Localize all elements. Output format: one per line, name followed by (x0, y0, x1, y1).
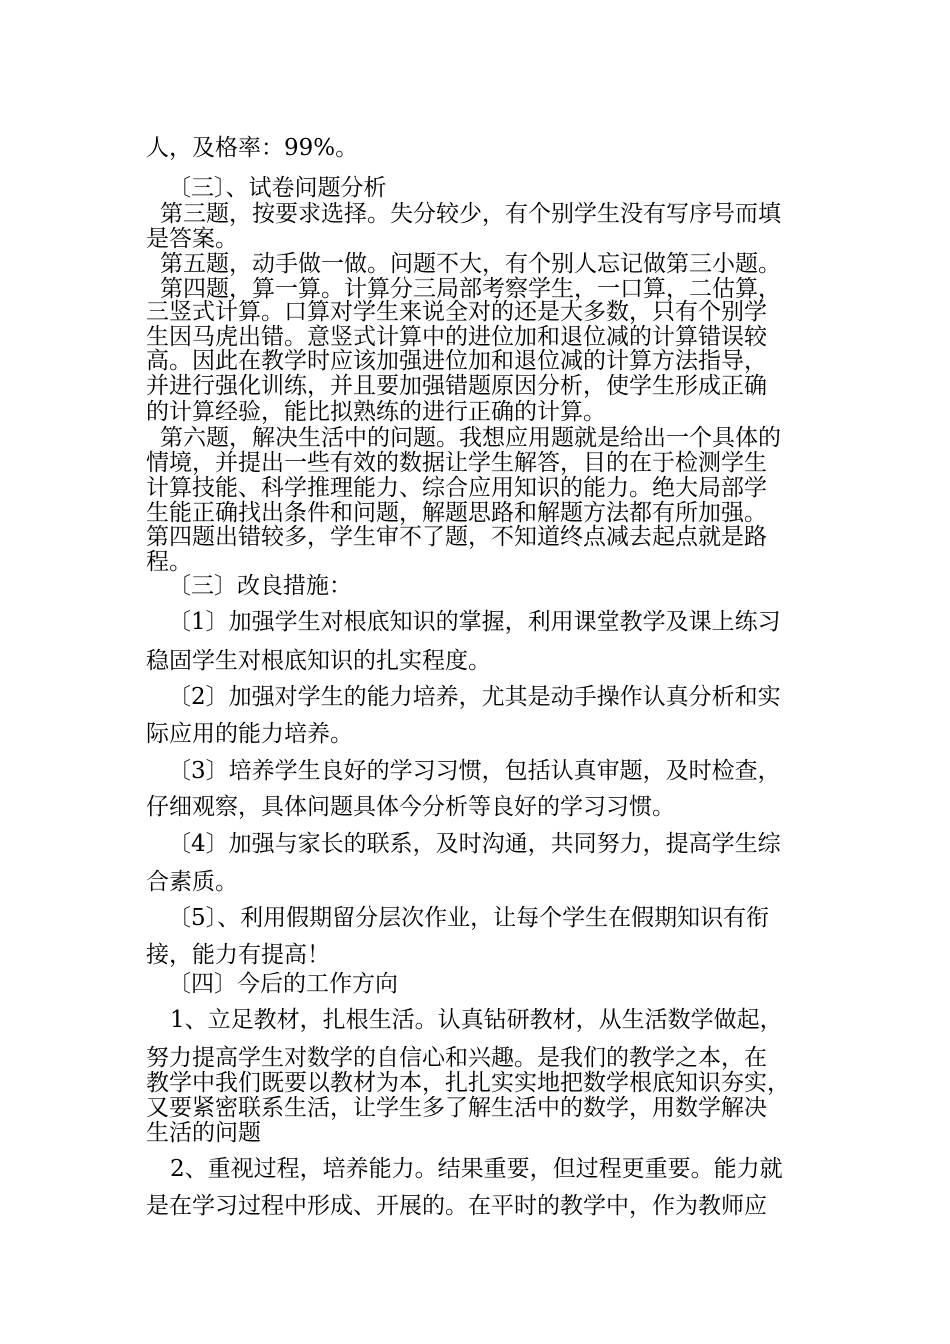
text-line: 第四题，算一算。计算分三局部考察学生，一口算，二估算， (160, 276, 781, 302)
text-line: 〔1〕加强学生对根底知识的掌握，利用课堂教学及课上练习 (168, 609, 781, 635)
text-line: 仔细观察，具体问题具体今分析等良好的学习习惯。 (146, 794, 675, 820)
text-line: 第四题出错较多，学生审不了题，不知道终点减去起点就是路 (146, 524, 767, 550)
section-heading: 〔三〕改良措施： (168, 573, 352, 599)
text-line: 〔3〕培养学生良好的学习习惯，包括认真审题，及时检查， (168, 758, 781, 784)
text-line: 合素质。 (146, 869, 238, 895)
text-line: 1、立足教材，扎根生活。认真钻研教材，从生活数学做起， (170, 1007, 783, 1033)
text-line: 是在学习过程中形成、开展的。在平时的教学中，作为教师应 (146, 1193, 767, 1219)
text-line: 稳固学生对根底知识的扎实程度。 (146, 648, 491, 674)
text-line: 第六题，解决生活中的问题。我想应用题就是给出一个具体的 (160, 425, 781, 451)
text-line: 生因马虎出错。意竖式计算中的进位加和退位减的计算错误较 (146, 324, 767, 350)
text-line: 又要紧密联系生活，让学生多了解生活中的数学，用数学解决 (146, 1095, 767, 1121)
text-line: 接，能力有提高！ (146, 942, 330, 968)
text-line: 生能正确找出条件和问题，解题思路和解题方法都有所加强。 (146, 500, 767, 526)
text-line: 〔2〕加强对学生的能力培养，尤其是动手操作认真分析和实 (168, 684, 781, 710)
text-line: 生活的问题 (146, 1120, 261, 1146)
text-line: 情境，并提出一些有效的数据让学生解答，目的在于检测学生 (146, 450, 767, 476)
text-line: 〔5〕、利用假期留分层次作业，让每个学生在假期知识有衔 (168, 905, 770, 931)
text-line: 并进行强化训练，并且要加强错题原因分析，使学生形成正确 (146, 373, 767, 399)
section-heading: 〔四〕今后的工作方向 (168, 971, 398, 997)
text-line: 第三题，按要求选择。失分较少，有个别学生没有写序号而填 (160, 201, 781, 227)
text-line: 程。 (146, 549, 192, 575)
text-line: 高。因此在教学时应该加强进位加和退位减的计算方法指导， (146, 348, 767, 374)
text-line: 人，及格率：99%。 (146, 135, 359, 161)
text-line: 〔4〕加强与家长的联系，及时沟通，共同努力，提高学生综 (168, 831, 781, 857)
text-line: 计算技能、科学推理能力、综合应用知识的能力。绝大局部学 (146, 475, 767, 501)
text-line: 2、重视过程，培养能力。结果重要，但过程更重要。能力就 (170, 1156, 783, 1182)
text-line: 际应用的能力培养。 (146, 721, 353, 747)
text-line: 努力提高学生对数学的自信心和兴趣。是我们的教学之本，在 (146, 1045, 767, 1071)
text-line: 第五题，动手做一做。问题不大，有个别人忘记做第三小题。 (160, 251, 781, 277)
section-heading: 〔三〕、试卷问题分析 (168, 175, 387, 201)
text-line: 三竖式计算。口算对学生来说全对的还是大多数，只有个别学 (146, 299, 767, 325)
text-line: 教学中我们既要以教材为本，扎扎实实地把数学根底知识夯实， (146, 1070, 790, 1096)
text-line: 的计算经验，能比拟熟练的进行正确的计算。 (146, 399, 606, 425)
text-line: 是答案。 (146, 226, 238, 252)
